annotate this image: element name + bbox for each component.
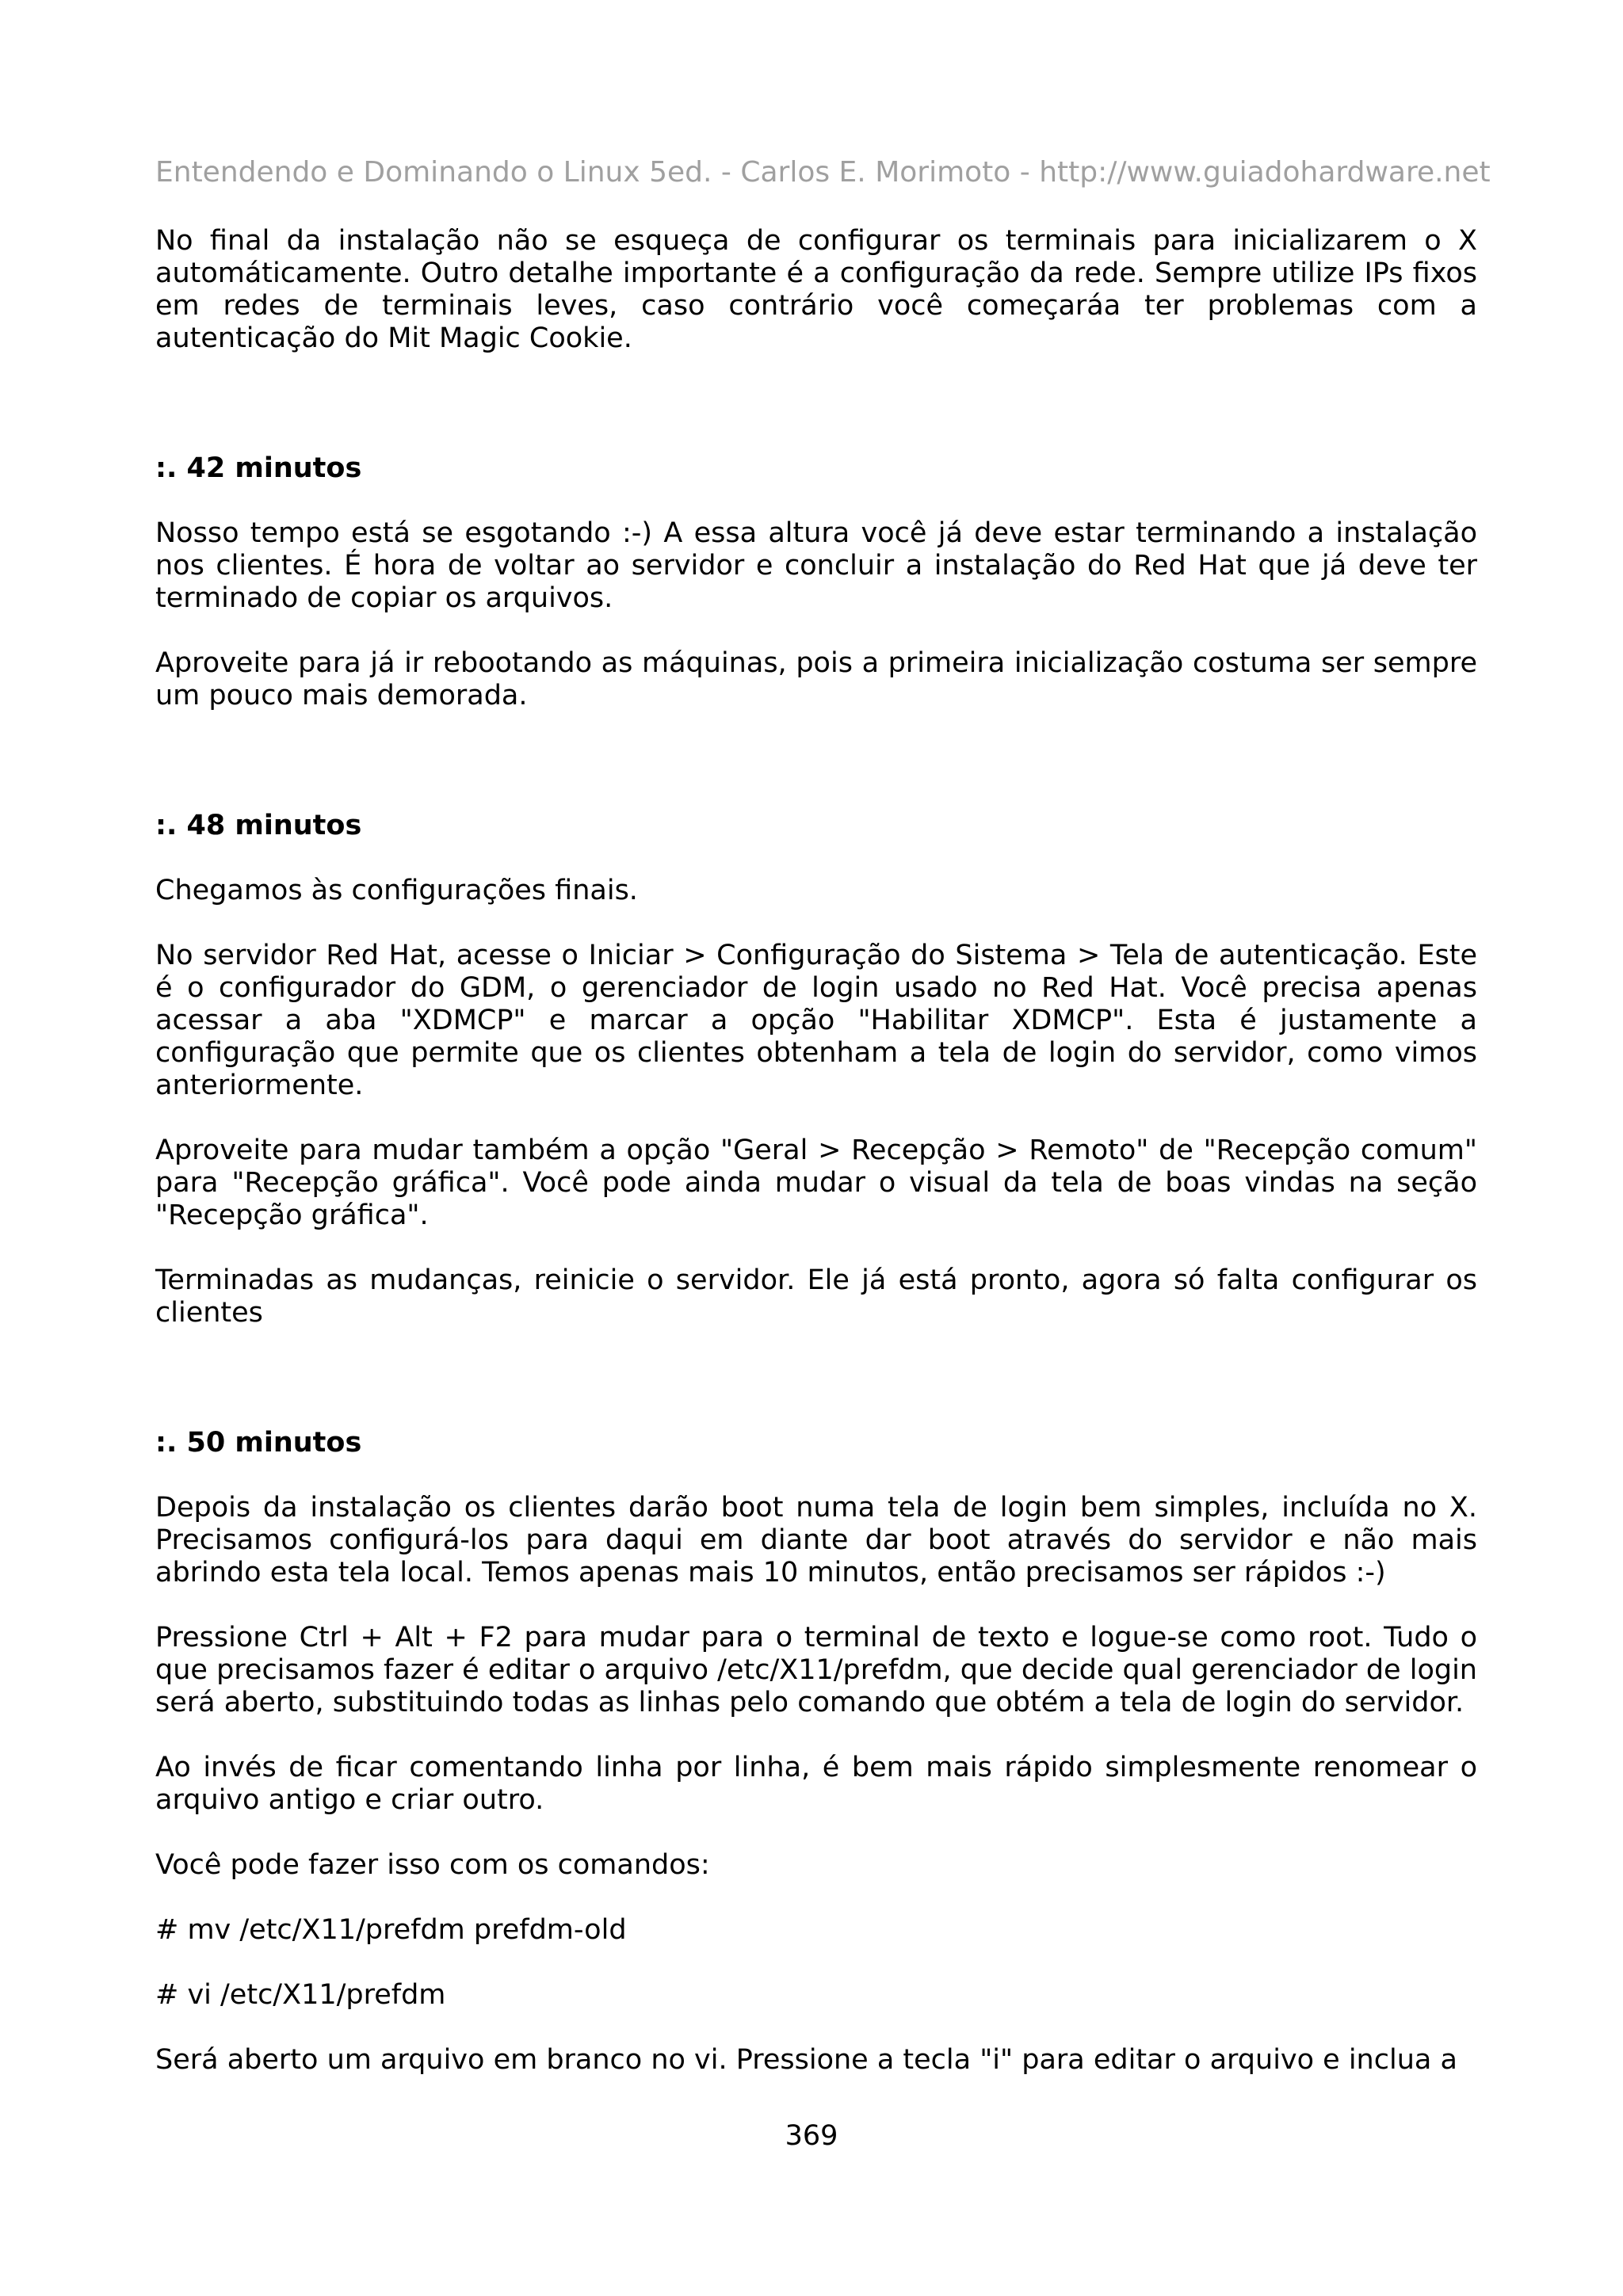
- paragraph: Ao invés de ficar comentando linha por linha, é bem mais rápido simplesmente renomear o arquivo antigo e criar outro.: [155, 1752, 1477, 1816]
- paragraph: Aproveite para mudar também a opção "Geral > Recepção > Remoto" de "Recepção comum" para "Recepção gráfica". Você pode ainda mudar o visual da tela de boas vindas na seção "Recepção gráfica".: [155, 1135, 1477, 1231]
- page-number: 369: [785, 2120, 838, 2152]
- page-body: [155, 225, 1477, 2109]
- paragraph: Chegamos às configurações finais.: [155, 875, 638, 906]
- intro-paragraph: No final da instalação não se esqueça de configurar os terminais para inicializarem o X automáticamente. Outro detalhe importante é a configuração da rede. Sempre utilize IPs fixos em redes de terminais leves, caso contrário você começaráa ter problemas com a autenticação do Mit Magic Cookie.: [155, 225, 1477, 354]
- section-heading-50: :. 50 minutos: [155, 1427, 362, 1459]
- paragraph: Depois da instalação os clientes darão boot numa tela de login bem simples, incluída no X. Precisamos configurá-los para daqui em diante dar boot através do servidor e não mais abrindo esta tela local. Temos apenas mais 10 minutos, então precisamos ser rápidos :-): [155, 1492, 1477, 1589]
- section-heading-42: :. 42 minutos: [155, 452, 362, 484]
- section-heading-48: :. 48 minutos: [155, 810, 362, 841]
- paragraph: Terminadas as mudanças, reinicie o servidor. Ele já está pronto, agora só falta configurar os clientes: [155, 1264, 1477, 1329]
- paragraph: No servidor Red Hat, acesse o Iniciar > Configuração do Sistema > Tela de autenticação. Este é o configurador do GDM, o gerenciador de login usado no Red Hat. Você precisa apenas acessar a aba "XDMCP" e marcar a opção "Habilitar XDMCP". Esta é justamente a configuração que permite que os clientes obtenham a tela de login do servidor, como vimos anteriormente.: [155, 940, 1477, 1101]
- running-header: Entendendo e Dominando o Linux 5ed. - Carlos E. Morimoto - http://www.guiadohardware.net: [155, 156, 1491, 189]
- paragraph: Pressione Ctrl + Alt + F2 para mudar para o terminal de texto e logue-se como root. Tudo o que precisamos fazer é editar o arquivo /etc/X11/prefdm, que decide qual gerenciador de login será aberto, substituindo todas as linhas pelo comando que obtém a tela de login do servidor.: [155, 1622, 1477, 1718]
- paragraph: Você pode fazer isso com os comandos:: [155, 1849, 710, 1881]
- command-line: # vi /etc/X11/prefdm: [155, 1979, 446, 2011]
- paragraph: Aproveite para já ir rebootando as máquinas, pois a primeira inicialização costuma ser sempre um pouco mais demorada.: [155, 647, 1477, 711]
- paragraph: Nosso tempo está se esgotando :-) A essa altura você já deve estar terminando a instalação nos clientes. É hora de voltar ao servidor e concluir a instalação do Red Hat que já deve ter terminado de copiar os arquivos.: [155, 517, 1477, 614]
- paragraph: Será aberto um arquivo em branco no vi. Pressione a tecla "i" para editar o arquivo e inclua a: [155, 2044, 1457, 2076]
- command-line: # mv /etc/X11/prefdm prefdm-old: [155, 1914, 627, 1946]
